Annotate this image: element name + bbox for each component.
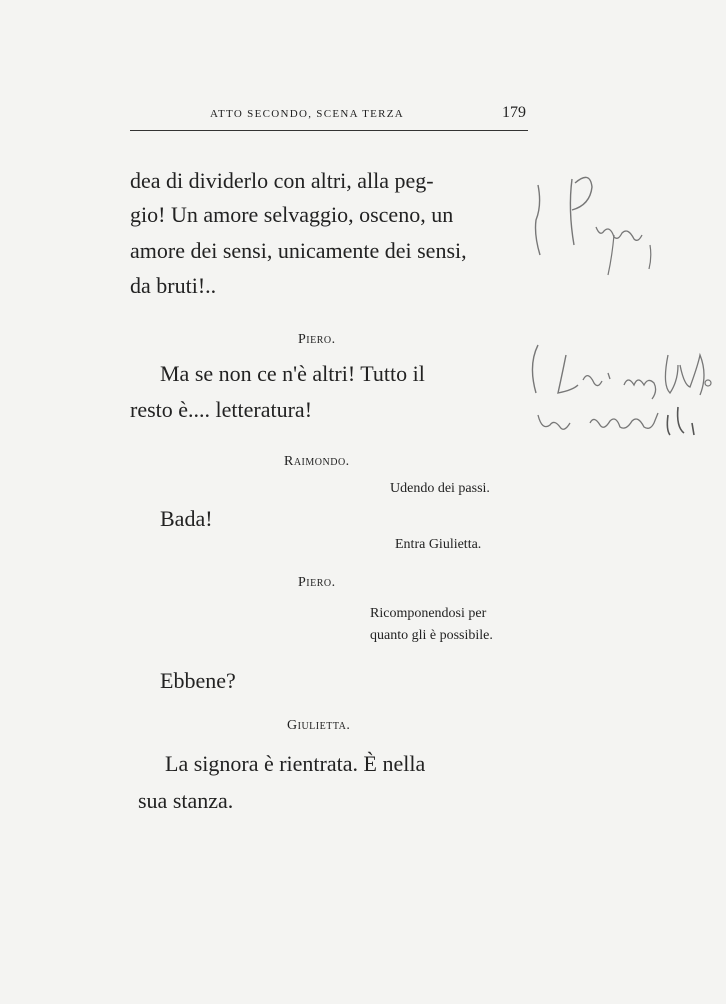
text-line: Bada! [160,506,213,531]
text-line: da bruti!.. [130,273,217,298]
text-line: Ma se non ce n'è altri! Tutto il [160,361,425,386]
speaker-name: Raimondo. [284,454,350,469]
text-line: resto è.... letteratura! [130,397,313,422]
stage-direction: Ricomponendosi per [370,606,487,621]
running-head: ATTO SECONDO, SCENA TERZA [210,108,405,120]
handwritten-note-prosa [530,165,670,280]
stage-direction: Entra Giulietta. [395,537,482,552]
speaker-name: Piero. [298,332,336,347]
page-header [130,106,528,131]
speaker-name: Piero. [298,575,336,590]
speaker-name: Giulietta. [287,718,351,733]
text-line: amore dei sensi, unicamente dei sensi, [130,238,467,263]
stage-direction: quanto gli è possibile. [370,628,493,643]
handwritten-note-bestia [528,335,718,445]
text-line: Ebbene? [160,668,236,693]
text-line: dea di dividerlo con altri, alla peg- [130,168,434,193]
stage-direction: Udendo dei passi. [390,481,490,496]
text-line: sua stanza. [138,788,234,813]
page-number: 179 [502,104,526,121]
text-line: La signora è rientrata. È nella [165,751,426,776]
text-line: gio! Un amore selvaggio, osceno, un [130,202,454,227]
